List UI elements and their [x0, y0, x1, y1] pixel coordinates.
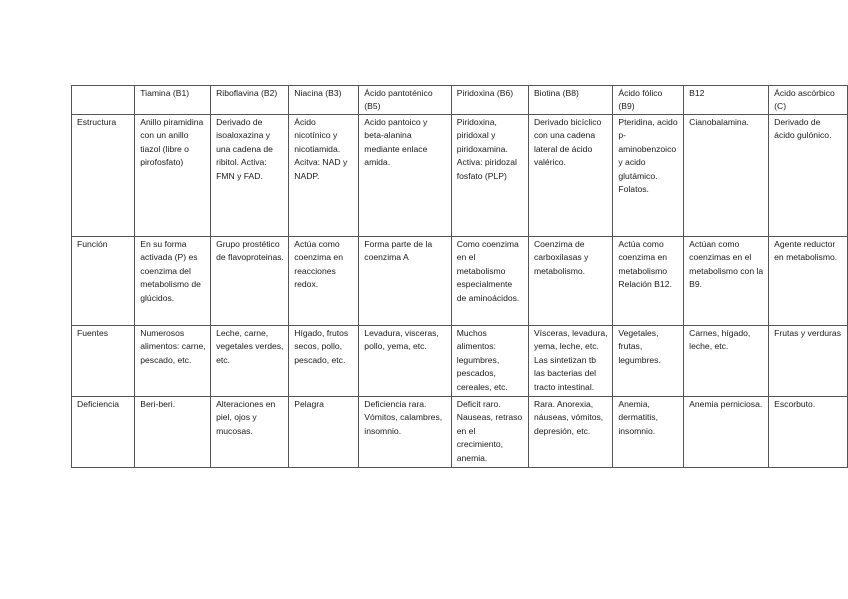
table-cell: Actúa como coenzima en reacciones redox.: [289, 237, 359, 326]
table-cell: Anemia perniciosa.: [684, 397, 769, 468]
table-cell: Derivado bicíclico con una cadena lateral de ácido valérico.: [528, 115, 612, 237]
table-cell: Piridoxina, piridoxal y piridoxamina. Activa: piridozal fosfato (PLP): [451, 115, 528, 237]
table-cell: Actúa como coenzima en metabolismo Relación B12.: [613, 237, 684, 326]
table-cell: Cianobalamina.: [684, 115, 769, 237]
table-cell: En su forma activada (P) es coenzima del metabolismo de glúcidos.: [135, 237, 211, 326]
table-cell: Frutas y verduras: [769, 326, 848, 397]
row-header: Estructura: [72, 115, 135, 237]
vitamins-table: [71, 85, 848, 468]
column-header: B12: [684, 86, 769, 115]
table-cell: Derivado de isoaloxazina y una cadena de ribitol. Activa: FMN y FAD.: [211, 115, 289, 237]
table-cell: Como coenzima en el metabolismo especialmente de aminoácidos.: [451, 237, 528, 326]
table-cell: Vegetales, frutas, legumbres.: [613, 326, 684, 397]
table-cell: Muchos alimentos: legumbres, pescados, cereales, etc.: [451, 326, 528, 397]
table-row: [72, 115, 848, 237]
table-cell: Deficiencia rara. Vómitos, calambres, insomnio.: [359, 397, 451, 468]
table-cell: Carnes, hígado, leche, etc.: [684, 326, 769, 397]
header-row: [72, 86, 848, 115]
table-cell: Derivado de ácido gulónico.: [769, 115, 848, 237]
table-row: [72, 326, 848, 397]
column-header: Ácido pantoténico (B5): [359, 86, 451, 115]
table-cell: Beri-beri.: [135, 397, 211, 468]
table-cell: Anillo piramidina con un anillo tiazol (libre o pirofosfato): [135, 115, 211, 237]
table-cell: Actúan como coenzimas en el metabolismo con la B9.: [684, 237, 769, 326]
table-cell: Acido pantoico y beta-alanina mediante enlace amida.: [359, 115, 451, 237]
table-cell: Numerosos alimentos: carne, pescado, etc.: [135, 326, 211, 397]
table-cell: Rara. Anorexia, náuseas, vómitos, depresión, etc.: [528, 397, 612, 468]
column-header: Ácido ascórbico (C): [769, 86, 848, 115]
table-cell: Agente reductor en metabolismo.: [769, 237, 848, 326]
row-header: Función: [72, 237, 135, 326]
column-header: Riboflavina (B2): [211, 86, 289, 115]
column-header: Piridoxina (B6): [451, 86, 528, 115]
table-cell: Coenzima de carboxilasas y metabolismo.: [528, 237, 612, 326]
table-cell: Pelagra: [289, 397, 359, 468]
table-cell: Alteraciones en piel, ojos y mucosas.: [211, 397, 289, 468]
column-header: Ácido fólico (B9): [613, 86, 684, 115]
column-header: Biotina (B8): [528, 86, 612, 115]
table-cell: Anemia, dermatitis, insomnio.: [613, 397, 684, 468]
table-cell: Deficit raro. Nauseas, retraso en el crecimiento, anemia.: [451, 397, 528, 468]
table-cell: Hígado, frutos secos, pollo, pescado, etc.: [289, 326, 359, 397]
row-header: Fuentes: [72, 326, 135, 397]
column-header: Tiamina (B1): [135, 86, 211, 115]
table-cell: Grupo prostético de flavoproteinas.: [211, 237, 289, 326]
row-header: Deficiencia: [72, 397, 135, 468]
table-cell: Forma parte de la coenzima A: [359, 237, 451, 326]
table-row: [72, 237, 848, 326]
column-header: Niacina (B3): [289, 86, 359, 115]
table-cell: Levadura, visceras, pollo, yema, etc.: [359, 326, 451, 397]
corner-cell: [72, 86, 135, 115]
table-cell: Escorbuto.: [769, 397, 848, 468]
table-cell: Ácido nicotínico y nicotiamida. Acitva: NAD y NADP.: [289, 115, 359, 237]
table-cell: Pteridina, acido p-aminobenzoico y acido glutámico. Folatos.: [613, 115, 684, 237]
table-cell: Leche, carne, vegetales verdes, etc.: [211, 326, 289, 397]
table-row: [72, 397, 848, 468]
table-cell: Vísceras, levadura, yema, leche, etc. Las sintetizan tb las bacterias del tracto intestinal.: [528, 326, 612, 397]
